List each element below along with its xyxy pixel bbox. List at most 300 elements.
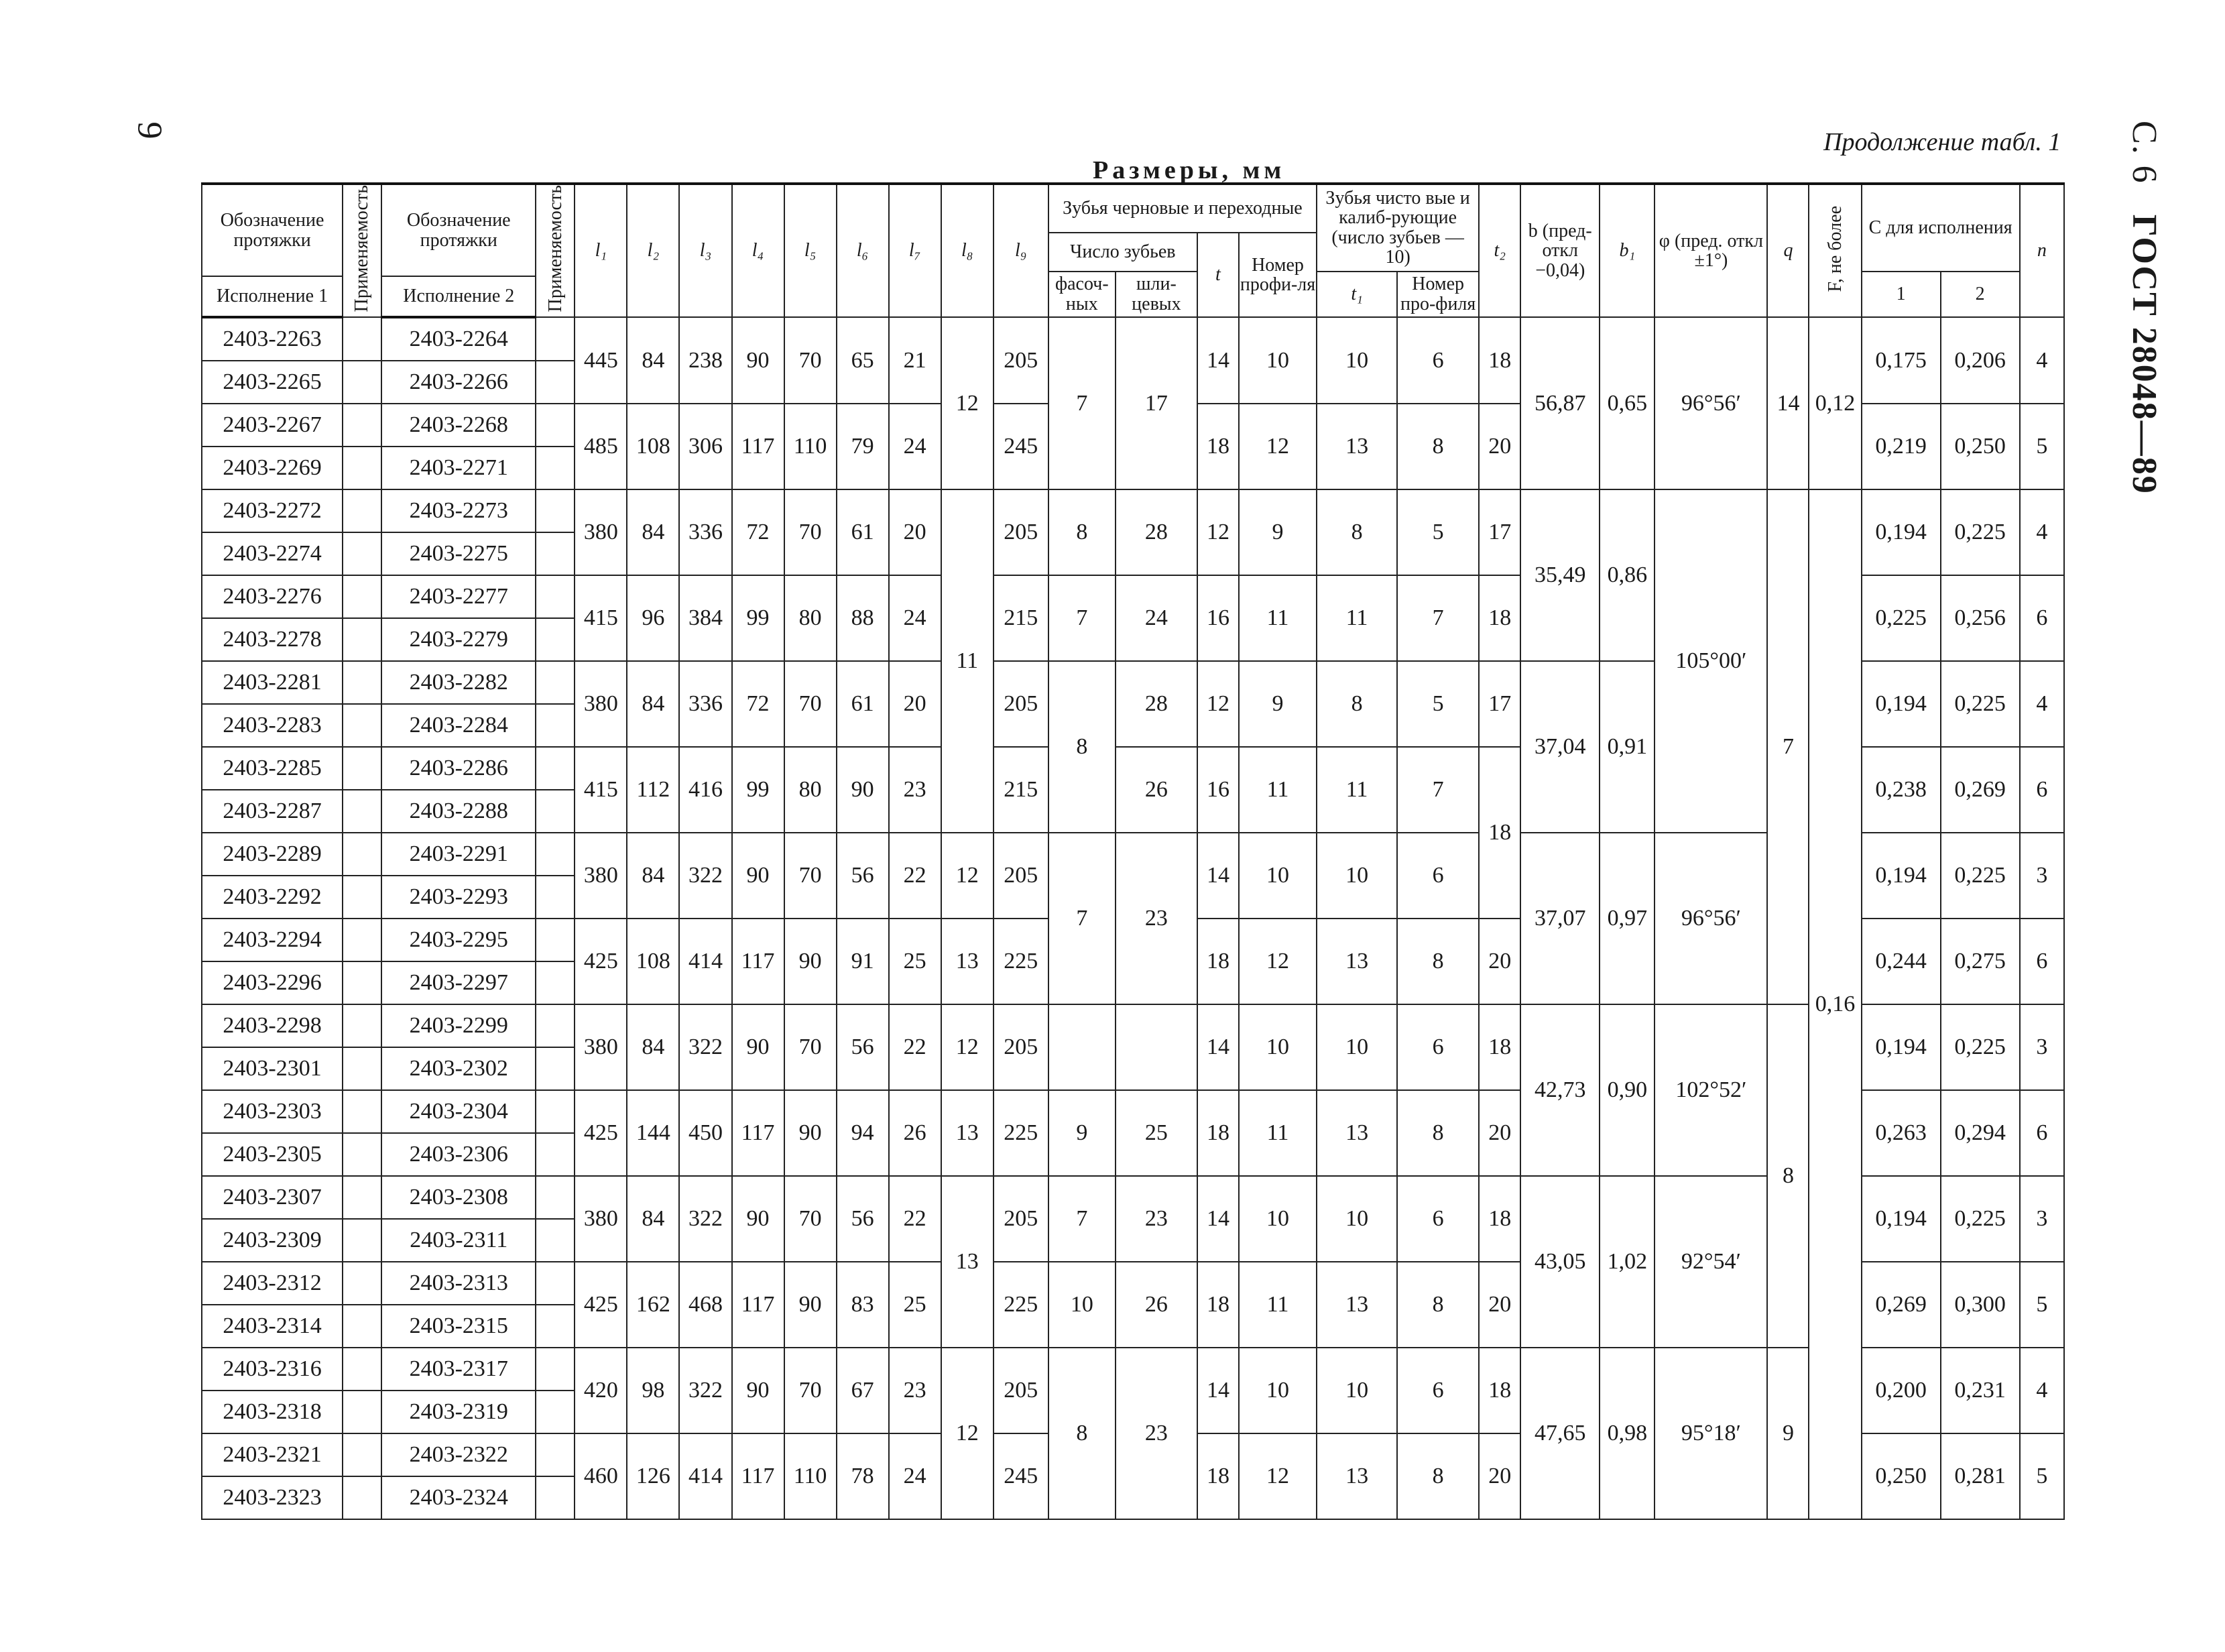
- l7-cell: 22: [889, 1004, 941, 1090]
- table-row: [202, 317, 2064, 361]
- t1-cell: 13: [1317, 1262, 1397, 1348]
- t-cell: 12: [1197, 661, 1239, 747]
- table-body: [202, 317, 2064, 1519]
- l4-cell: 117: [732, 919, 784, 1004]
- l2-cell: 84: [627, 833, 679, 919]
- l5-cell: 90: [784, 919, 837, 1004]
- l2-cell: 126: [627, 1433, 679, 1519]
- l5-cell: 90: [784, 1090, 837, 1176]
- t2-header: t₂: [1479, 184, 1520, 317]
- b-cell: 43,05: [1520, 1176, 1600, 1348]
- designation-variant1: 2403-2287: [202, 790, 343, 833]
- l1-cell: 415: [575, 747, 627, 833]
- l7-cell: 21: [889, 317, 941, 404]
- n-cell: 5: [2020, 404, 2064, 489]
- spline-teeth-cell: 28: [1116, 489, 1197, 575]
- variant2-header: Исполнение 2: [381, 276, 536, 317]
- l9-cell: 215: [994, 747, 1048, 833]
- shaped-teeth-cell: 8: [1048, 489, 1116, 575]
- l4-cell: 117: [732, 1262, 784, 1348]
- designation-variant2: 2403-2306: [381, 1133, 536, 1176]
- shaped-teeth-header: фасоч-ных: [1048, 272, 1116, 317]
- profile-no2-cell: 8: [1397, 1433, 1479, 1519]
- b1-cell: 0,65: [1600, 317, 1655, 489]
- t2-cell: 18: [1479, 1348, 1520, 1433]
- l2-cell: 84: [627, 1176, 679, 1262]
- l9-cell: 205: [994, 1348, 1048, 1433]
- l2-cell: 112: [627, 747, 679, 833]
- profile-no2-cell: 7: [1397, 747, 1479, 833]
- l2-cell: 96: [627, 575, 679, 661]
- designation-variant1: 2403-2285: [202, 747, 343, 790]
- l3-cell: 238: [679, 317, 731, 404]
- l9-cell: 225: [994, 919, 1048, 1004]
- designation-variant2: 2403-2315: [381, 1305, 536, 1348]
- designation-variant2: 2403-2273: [381, 489, 536, 532]
- applicability-variant1: [343, 1391, 381, 1433]
- b-header: b (пред-откл −0,04): [1520, 184, 1600, 317]
- designation-variant2: 2403-2286: [381, 747, 536, 790]
- designation-variant1: 2403-2292: [202, 876, 343, 919]
- l1-header: l₁: [575, 184, 627, 317]
- designation-variant2: 2403-2322: [381, 1433, 536, 1476]
- l6-cell: 56: [837, 833, 889, 919]
- designation-variant2: 2403-2299: [381, 1004, 536, 1047]
- designation-variant1: 2403-2314: [202, 1305, 343, 1348]
- l6-cell: 91: [837, 919, 889, 1004]
- spline-teeth-header: шли-цевых: [1116, 272, 1197, 317]
- b1-cell: 1,02: [1600, 1176, 1655, 1348]
- t-cell: 14: [1197, 317, 1239, 404]
- phi-cell: 96°56′: [1655, 317, 1767, 489]
- gost-number: ГОСТ 28048—89: [2125, 214, 2163, 495]
- t1-cell: 10: [1317, 833, 1397, 919]
- t2-cell: 20: [1479, 1433, 1520, 1519]
- designation-variant2: 2403-2317: [381, 1348, 536, 1391]
- b-cell: 35,49: [1520, 489, 1600, 661]
- designation-variant1: 2403-2294: [202, 919, 343, 961]
- spline-teeth-cell: [1116, 1004, 1197, 1090]
- profile-no-cell: 10: [1239, 1176, 1317, 1262]
- designation-variant2: 2403-2266: [381, 361, 536, 404]
- table-title: Размеры, мм: [1093, 156, 1286, 184]
- t-cell: 18: [1197, 404, 1239, 489]
- applicability-variant1: [343, 919, 381, 961]
- applicability-variant1: [343, 704, 381, 747]
- b1-cell: 0,90: [1600, 1004, 1655, 1176]
- profile-no-cell: 10: [1239, 1004, 1317, 1090]
- designation-variant2: 2403-2264: [381, 317, 536, 361]
- applicability-variant1: [343, 961, 381, 1004]
- C2-cell: 0,256: [1941, 575, 2020, 661]
- shaped-teeth-cell: 7: [1048, 1176, 1116, 1262]
- l4-cell: 90: [732, 1348, 784, 1433]
- l7-cell: 23: [889, 747, 941, 833]
- profile-no2-cell: 6: [1397, 833, 1479, 919]
- l6-cell: 65: [837, 317, 889, 404]
- l7-cell: 22: [889, 1176, 941, 1262]
- t-cell: 14: [1197, 1348, 1239, 1433]
- l9-cell: 245: [994, 404, 1048, 489]
- applicability-variant2: [536, 1262, 575, 1305]
- applicability-variant2: [536, 790, 575, 833]
- profile-no-cell: 10: [1239, 1348, 1317, 1433]
- designation-header: Обозначение протяжки: [202, 184, 343, 276]
- l5-cell: 70: [784, 1176, 837, 1262]
- l3-cell: 384: [679, 575, 731, 661]
- phi-cell: 105°00′: [1655, 489, 1767, 833]
- l3-cell: 322: [679, 1176, 731, 1262]
- l2-cell: 144: [627, 1090, 679, 1176]
- l6-cell: 61: [837, 661, 889, 747]
- profile-no2-cell: 8: [1397, 1262, 1479, 1348]
- b1-header: b₁: [1600, 184, 1655, 317]
- t2-cell: 17: [1479, 661, 1520, 747]
- C2-cell: 0,225: [1941, 1176, 2020, 1262]
- n-cell: 4: [2020, 489, 2064, 575]
- continuation-note: Продолжение табл. 1: [1823, 128, 2061, 156]
- designation-variant2: 2403-2277: [381, 575, 536, 618]
- l9-cell: 225: [994, 1090, 1048, 1176]
- designation-variant2: 2403-2288: [381, 790, 536, 833]
- l2-cell: 84: [627, 661, 679, 747]
- b-cell: 42,73: [1520, 1004, 1600, 1176]
- l6-header: l₆: [837, 184, 889, 317]
- applicability-header-1: [343, 184, 381, 317]
- applicability-variant1: [343, 1090, 381, 1133]
- designation-header-2: Обозначение протяжки: [381, 184, 536, 276]
- l1-cell: 445: [575, 317, 627, 404]
- designation-variant1: 2403-2309: [202, 1219, 343, 1262]
- C2-cell: 0,225: [1941, 833, 2020, 919]
- l9-cell: 205: [994, 489, 1048, 575]
- phi-cell: 95°18′: [1655, 1348, 1767, 1519]
- designation-variant2: 2403-2284: [381, 704, 536, 747]
- l5-cell: 80: [784, 747, 837, 833]
- applicability-variant1: [343, 747, 381, 790]
- applicability-variant2: [536, 532, 575, 575]
- C1-header: 1: [1862, 272, 1941, 317]
- designation-variant1: 2403-2296: [202, 961, 343, 1004]
- F-label: F, не более: [1824, 205, 1846, 292]
- l3-cell: 336: [679, 661, 731, 747]
- t-cell: 18: [1197, 919, 1239, 1004]
- l4-cell: 99: [732, 575, 784, 661]
- l7-cell: 24: [889, 404, 941, 489]
- l3-cell: 468: [679, 1262, 731, 1348]
- shaped-teeth-cell: 7: [1048, 575, 1116, 661]
- l9-cell: 225: [994, 1262, 1048, 1348]
- applicability-variant2: [536, 747, 575, 790]
- table-row: [202, 1348, 2064, 1391]
- profile-no-cell: 12: [1239, 404, 1317, 489]
- designation-variant1: 2403-2289: [202, 833, 343, 876]
- applicability-variant2: [536, 1348, 575, 1391]
- profile-no-cell: 11: [1239, 575, 1317, 661]
- designation-variant2: 2403-2275: [381, 532, 536, 575]
- n-header: n: [2020, 184, 2064, 317]
- spline-teeth-cell: 23: [1116, 1348, 1197, 1519]
- C1-cell: 0,194: [1862, 489, 1941, 575]
- applicability-variant1: [343, 575, 381, 618]
- designation-variant2: 2403-2295: [381, 919, 536, 961]
- designation-variant1: 2403-2276: [202, 575, 343, 618]
- l3-cell: 306: [679, 404, 731, 489]
- l5-cell: 90: [784, 1262, 837, 1348]
- designation-variant1: 2403-2283: [202, 704, 343, 747]
- applicability-variant2: [536, 404, 575, 447]
- t-header: t: [1197, 233, 1239, 317]
- l3-cell: 414: [679, 919, 731, 1004]
- t-cell: 14: [1197, 1176, 1239, 1262]
- applicability-variant1: [343, 532, 381, 575]
- n-cell: 4: [2020, 317, 2064, 404]
- t2-cell: 20: [1479, 1262, 1520, 1348]
- t1-cell: 13: [1317, 1433, 1397, 1519]
- l1-cell: 380: [575, 661, 627, 747]
- applicability-variant2: [536, 876, 575, 919]
- applicability-header-2: [536, 184, 575, 317]
- t2-cell: 17: [1479, 489, 1520, 575]
- designation-variant1: 2403-2303: [202, 1090, 343, 1133]
- l8-header: l₈: [941, 184, 994, 317]
- l9-cell: 205: [994, 833, 1048, 919]
- C1-cell: 0,194: [1862, 833, 1941, 919]
- l4-cell: 90: [732, 1004, 784, 1090]
- C2-cell: 0,300: [1941, 1262, 2020, 1348]
- C1-cell: 0,250: [1862, 1433, 1941, 1519]
- l1-cell: 425: [575, 1090, 627, 1176]
- t2-cell: 18: [1479, 1004, 1520, 1090]
- applicability-variant2: [536, 575, 575, 618]
- l5-cell: 70: [784, 489, 837, 575]
- l8-cell: 12: [941, 1004, 994, 1090]
- l3-header: l₃: [679, 184, 731, 317]
- b1-cell: 0,86: [1600, 489, 1655, 661]
- l3-cell: 322: [679, 1004, 731, 1090]
- n-cell: 3: [2020, 1176, 2064, 1262]
- applicability-variant2: [536, 961, 575, 1004]
- l4-cell: 90: [732, 1176, 784, 1262]
- shaped-teeth-cell: 8: [1048, 1348, 1116, 1519]
- l5-header: l₅: [784, 184, 837, 317]
- l3-cell: 336: [679, 489, 731, 575]
- phi-cell: 102°52′: [1655, 1004, 1767, 1176]
- variant1-header: Исполнение 1: [202, 276, 343, 317]
- profile-no2-cell: 8: [1397, 1090, 1479, 1176]
- designation-variant1: 2403-2298: [202, 1004, 343, 1047]
- profile-no-cell: 11: [1239, 747, 1317, 833]
- applicability-variant1: [343, 1305, 381, 1348]
- t2-cell: 20: [1479, 404, 1520, 489]
- applicability-variant2: [536, 1133, 575, 1176]
- l9-cell: 205: [994, 1004, 1048, 1090]
- shaped-teeth-cell: 10: [1048, 1262, 1116, 1348]
- l2-cell: 162: [627, 1262, 679, 1348]
- l2-cell: 84: [627, 1004, 679, 1090]
- spline-teeth-cell: 23: [1116, 833, 1197, 1004]
- t-cell: 12: [1197, 489, 1239, 575]
- l4-cell: 90: [732, 317, 784, 404]
- C1-cell: 0,244: [1862, 919, 1941, 1004]
- designation-variant2: 2403-2324: [381, 1476, 536, 1519]
- designation-variant1: 2403-2305: [202, 1133, 343, 1176]
- l7-cell: 23: [889, 1348, 941, 1433]
- applicability-variant2: [536, 1305, 575, 1348]
- spline-teeth-cell: 26: [1116, 747, 1197, 833]
- designation-variant2: 2403-2319: [381, 1391, 536, 1433]
- designation-variant2: 2403-2313: [381, 1262, 536, 1305]
- dimensions-table-container: [201, 182, 2065, 1520]
- t2-cell: 18: [1479, 1176, 1520, 1262]
- C1-cell: 0,194: [1862, 1004, 1941, 1090]
- t2-cell: 20: [1479, 1090, 1520, 1176]
- l1-cell: 425: [575, 1262, 627, 1348]
- spline-teeth-cell: 24: [1116, 575, 1197, 661]
- designation-variant1: 2403-2318: [202, 1391, 343, 1433]
- profile-no-cell: 10: [1239, 317, 1317, 404]
- profile-no-cell: 12: [1239, 1433, 1317, 1519]
- l3-cell: 416: [679, 747, 731, 833]
- applicability-variant1: [343, 618, 381, 661]
- l4-cell: 117: [732, 1090, 784, 1176]
- dimensions-table: [201, 182, 2065, 1520]
- applicability-variant2: [536, 1391, 575, 1433]
- l6-cell: 56: [837, 1176, 889, 1262]
- t1-cell: 11: [1317, 575, 1397, 661]
- n-cell: 3: [2020, 1004, 2064, 1090]
- designation-variant1: 2403-2281: [202, 661, 343, 704]
- applicability-variant1: [343, 1348, 381, 1391]
- applicability-label-1: Применяемость: [351, 185, 373, 312]
- n-cell: 4: [2020, 1348, 2064, 1433]
- applicability-variant2: [536, 1004, 575, 1047]
- phi-cell: 96°56′: [1655, 833, 1767, 1004]
- applicability-variant2: [536, 1176, 575, 1219]
- phi-cell: 92°54′: [1655, 1176, 1767, 1348]
- l7-cell: 20: [889, 489, 941, 575]
- rough-teeth-header: Зубья черновые и переходные: [1048, 184, 1317, 233]
- applicability-variant2: [536, 361, 575, 404]
- t2-cell: 18: [1479, 575, 1520, 661]
- applicability-variant1: [343, 317, 381, 361]
- l1-cell: 380: [575, 489, 627, 575]
- applicability-variant2: [536, 661, 575, 704]
- l7-cell: 20: [889, 661, 941, 747]
- t2-cell: 20: [1479, 919, 1520, 1004]
- l5-cell: 70: [784, 661, 837, 747]
- t1-cell: 10: [1317, 1004, 1397, 1090]
- q-cell: 14: [1767, 317, 1809, 489]
- applicability-variant2: [536, 704, 575, 747]
- F-cell: 0,16: [1809, 489, 1861, 1519]
- l1-cell: 380: [575, 1004, 627, 1090]
- designation-variant2: 2403-2308: [381, 1176, 536, 1219]
- l1-cell: 380: [575, 833, 627, 919]
- profile-no-cell: 9: [1239, 661, 1317, 747]
- designation-variant1: 2403-2278: [202, 618, 343, 661]
- l6-cell: 56: [837, 1004, 889, 1090]
- t1-cell: 10: [1317, 1348, 1397, 1433]
- l5-cell: 110: [784, 404, 837, 489]
- l4-cell: 99: [732, 747, 784, 833]
- table-header: [202, 184, 2064, 317]
- profile-no2-cell: 6: [1397, 1004, 1479, 1090]
- designation-variant2: 2403-2297: [381, 961, 536, 1004]
- l5-cell: 70: [784, 1004, 837, 1090]
- C2-cell: 0,281: [1941, 1433, 2020, 1519]
- l2-cell: 84: [627, 317, 679, 404]
- applicability-variant2: [536, 618, 575, 661]
- shaped-teeth-cell: 7: [1048, 833, 1116, 1004]
- shaped-teeth-cell: 9: [1048, 1090, 1116, 1176]
- l1-cell: 415: [575, 575, 627, 661]
- profile-no2-cell: 6: [1397, 1348, 1479, 1433]
- n-cell: 5: [2020, 1262, 2064, 1348]
- b-cell: 37,07: [1520, 833, 1600, 1004]
- l7-header: l₇: [889, 184, 941, 317]
- q-header: q: [1767, 184, 1809, 317]
- t1-cell: 13: [1317, 919, 1397, 1004]
- l2-cell: 84: [627, 489, 679, 575]
- C1-cell: 0,225: [1862, 575, 1941, 661]
- shaped-teeth-cell: 8: [1048, 661, 1116, 833]
- F-cell: 0,12: [1809, 317, 1861, 489]
- l8-cell: 12: [941, 317, 994, 489]
- q-cell: 9: [1767, 1348, 1809, 1519]
- document-code: [2124, 121, 2164, 495]
- profile-no-header: Номер профи-ля: [1239, 233, 1317, 317]
- designation-variant1: 2403-2274: [202, 532, 343, 575]
- designation-variant2: 2403-2304: [381, 1090, 536, 1133]
- t1-cell: 10: [1317, 1176, 1397, 1262]
- shaped-teeth-cell: 7: [1048, 317, 1116, 489]
- applicability-variant2: [536, 489, 575, 532]
- applicability-variant1: [343, 1176, 381, 1219]
- applicability-variant1: [343, 404, 381, 447]
- n-cell: 3: [2020, 833, 2064, 919]
- l2-header: l₂: [627, 184, 679, 317]
- l6-cell: 61: [837, 489, 889, 575]
- designation-variant1: 2403-2312: [202, 1262, 343, 1305]
- applicability-variant1: [343, 1219, 381, 1262]
- l9-cell: 205: [994, 1176, 1048, 1262]
- b-cell: 37,04: [1520, 661, 1600, 833]
- C2-cell: 0,275: [1941, 919, 2020, 1004]
- profile-no-cell: 10: [1239, 833, 1317, 919]
- F-header: [1809, 184, 1861, 317]
- designation-variant1: 2403-2263: [202, 317, 343, 361]
- finish-teeth-header: Зубья чисто вые и калиб-рующие (число зубьев — 10): [1317, 184, 1479, 272]
- profile-no2-cell: 8: [1397, 919, 1479, 1004]
- C2-cell: 0,231: [1941, 1348, 2020, 1433]
- designation-variant2: 2403-2311: [381, 1219, 536, 1262]
- profile-no2-cell: 5: [1397, 661, 1479, 747]
- designation-variant1: 2403-2301: [202, 1047, 343, 1090]
- C1-cell: 0,175: [1862, 317, 1941, 404]
- l8-cell: 13: [941, 919, 994, 1004]
- t1-cell: 11: [1317, 747, 1397, 833]
- t1-cell: 13: [1317, 1090, 1397, 1176]
- l6-cell: 78: [837, 1433, 889, 1519]
- q-cell: 8: [1767, 1004, 1809, 1348]
- t1-cell: 8: [1317, 661, 1397, 747]
- t2-cell: 18: [1479, 317, 1520, 404]
- n-cell: 5: [2020, 1433, 2064, 1519]
- C2-cell: 0,206: [1941, 317, 2020, 404]
- designation-variant2: 2403-2302: [381, 1047, 536, 1090]
- l8-cell: 13: [941, 1090, 994, 1176]
